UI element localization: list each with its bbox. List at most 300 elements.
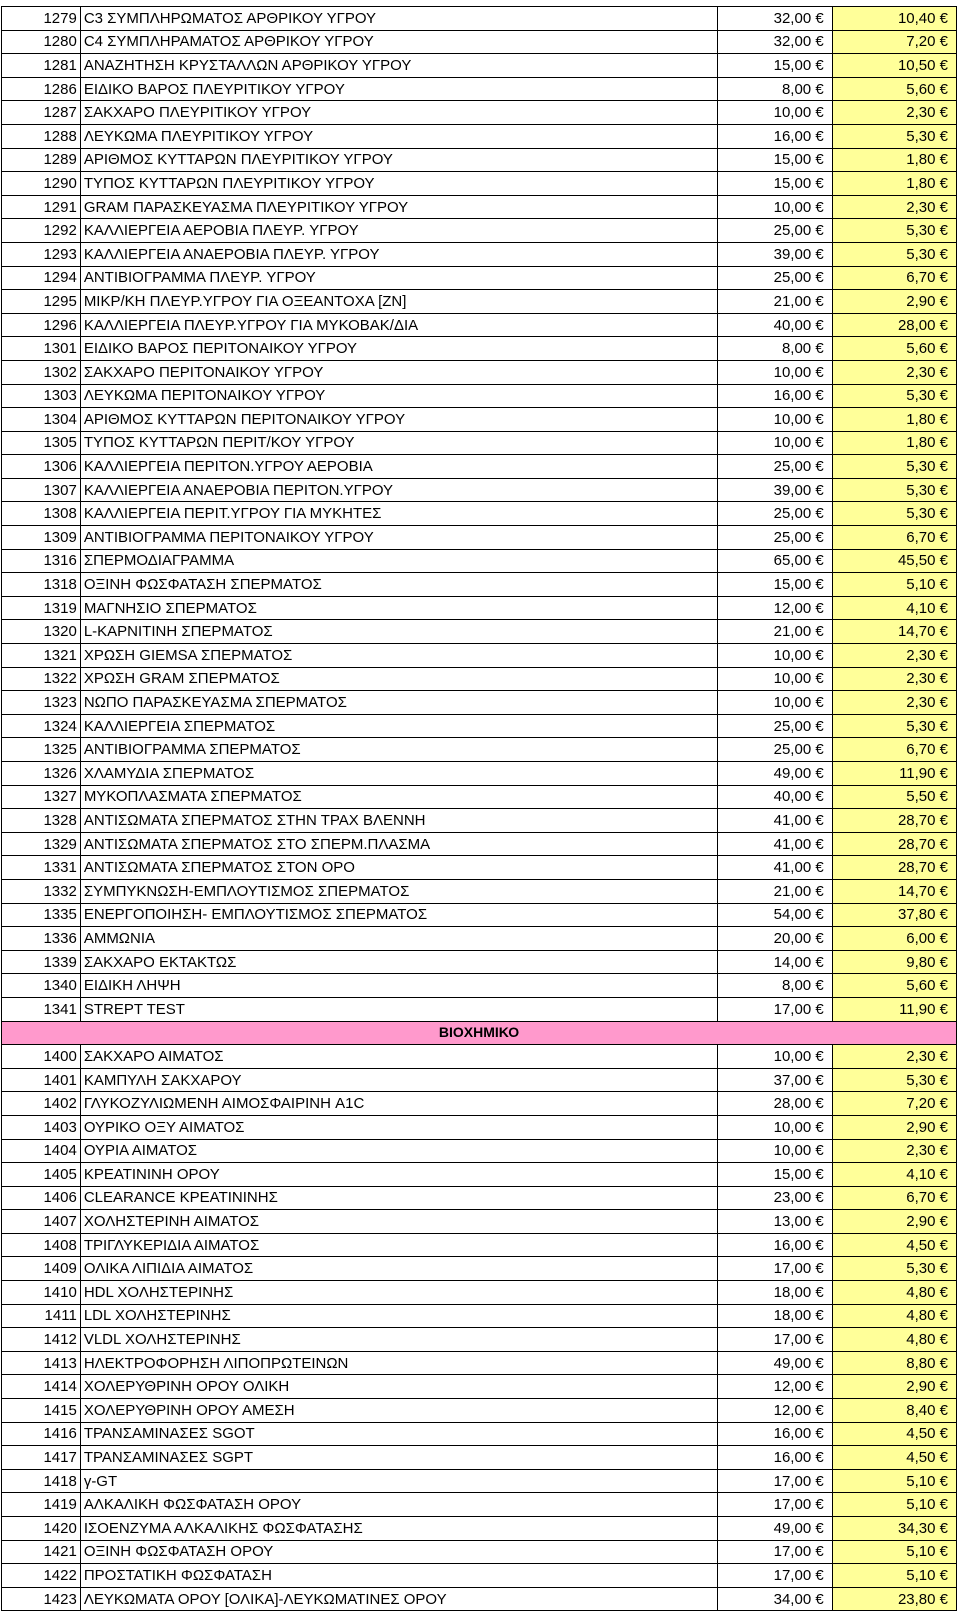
price-cell: 17,00 €: [718, 1493, 832, 1517]
price-cell: 32,00 €: [718, 30, 832, 54]
code-cell: 1320: [2, 620, 81, 644]
code-cell: 1287: [2, 101, 81, 125]
code-cell: 1408: [2, 1233, 81, 1257]
section-header-group: [2, 1021, 957, 1045]
discount-price-cell: 5,60 €: [832, 77, 956, 101]
price-list-sheet: [1, 6, 957, 1611]
price-cell: 16,00 €: [718, 124, 832, 148]
discount-price-cell: 8,40 €: [832, 1399, 956, 1423]
price-cell: 39,00 €: [718, 478, 832, 502]
discount-price-cell: 4,50 €: [832, 1446, 956, 1470]
price-cell: 12,00 €: [718, 596, 832, 620]
table-row: [2, 1587, 957, 1611]
price-cell: 40,00 €: [718, 313, 832, 337]
table-row: [2, 903, 957, 927]
price-cell: 21,00 €: [718, 879, 832, 903]
code-cell: 1327: [2, 785, 81, 809]
code-cell: 1332: [2, 879, 81, 903]
name-cell: ΚΑΜΠΥΛΗ ΣΑΚΧΑΡΟΥ: [80, 1068, 718, 1092]
table-row: [2, 1068, 957, 1092]
price-cell: 25,00 €: [718, 219, 832, 243]
price-cell: 65,00 €: [718, 549, 832, 573]
table-row: [2, 1446, 957, 1470]
table-row: [2, 1304, 957, 1328]
discount-price-cell: 2,30 €: [832, 1139, 956, 1163]
code-cell: 1305: [2, 431, 81, 455]
price-cell: 20,00 €: [718, 927, 832, 951]
discount-price-cell: 5,30 €: [832, 1068, 956, 1092]
code-cell: 1403: [2, 1115, 81, 1139]
price-cell: 10,00 €: [718, 1139, 832, 1163]
name-cell: ΜΙΚΡ/ΚΗ ΠΛΕΥΡ.ΥΓΡΟΥ ΓΙΑ ΟΞΕΑΝΤΟΧΑ [ΖΝ]: [80, 290, 718, 314]
table-row: [2, 1517, 957, 1541]
price-cell: 16,00 €: [718, 1422, 832, 1446]
code-cell: 1293: [2, 242, 81, 266]
discount-price-cell: 28,70 €: [832, 832, 956, 856]
price-cell: 16,00 €: [718, 384, 832, 408]
code-cell: 1316: [2, 549, 81, 573]
discount-price-cell: 5,10 €: [832, 573, 956, 597]
name-cell: ΚΑΛΛΙΕΡΓΕΙΑ ΑΝΑΕΡΟΒΙΑ ΠΛΕΥΡ. ΥΓΡΟΥ: [80, 242, 718, 266]
price-cell: 17,00 €: [718, 1257, 832, 1281]
price-cell: 15,00 €: [718, 54, 832, 78]
price-cell: 32,00 €: [718, 7, 832, 31]
table-row: [2, 1257, 957, 1281]
code-cell: 1413: [2, 1351, 81, 1375]
name-cell: γ-GT: [80, 1469, 718, 1493]
code-cell: 1279: [2, 7, 81, 31]
discount-price-cell: 5,60 €: [832, 337, 956, 361]
table-row: [2, 620, 957, 644]
table-row: [2, 691, 957, 715]
code-cell: 1302: [2, 360, 81, 384]
price-cell: 18,00 €: [718, 1304, 832, 1328]
code-cell: 1288: [2, 124, 81, 148]
code-cell: 1280: [2, 30, 81, 54]
table-row: [2, 785, 957, 809]
discount-price-cell: 7,20 €: [832, 30, 956, 54]
name-cell: CLEARANCE ΚΡΕΑΤΙΝΙΝΗΣ: [80, 1186, 718, 1210]
name-cell: ΧΡΩΣΗ GRAM ΣΠΕΡΜΑΤΟΣ: [80, 667, 718, 691]
name-cell: L-ΚΑΡΝΙΤΙΝΗ ΣΠΕΡΜΑΤΟΣ: [80, 620, 718, 644]
table-row: [2, 242, 957, 266]
table-row: [2, 408, 957, 432]
table-row: [2, 762, 957, 786]
table-row: [2, 478, 957, 502]
price-cell: 15,00 €: [718, 1163, 832, 1187]
code-cell: 1401: [2, 1068, 81, 1092]
discount-price-cell: 5,10 €: [832, 1469, 956, 1493]
code-cell: 1319: [2, 596, 81, 620]
discount-price-cell: 10,40 €: [832, 7, 956, 31]
table-row: [2, 455, 957, 479]
table-row: [2, 856, 957, 880]
table-row: [2, 974, 957, 998]
discount-price-cell: 2,30 €: [832, 360, 956, 384]
name-cell: VLDL ΧΟΛΗΣΤΕΡΙΝΗΣ: [80, 1328, 718, 1352]
code-cell: 1406: [2, 1186, 81, 1210]
table-row: [2, 1399, 957, 1423]
name-cell: ΑΝΤΙΒΙΟΓΡΑΜΜΑ ΠΛΕΥΡ. ΥΓΡΟΥ: [80, 266, 718, 290]
discount-price-cell: 6,70 €: [832, 738, 956, 762]
code-cell: 1328: [2, 809, 81, 833]
table-row: [2, 927, 957, 951]
table-row: [2, 502, 957, 526]
price-cell: 23,00 €: [718, 1186, 832, 1210]
table-row: [2, 714, 957, 738]
price-cell: 16,00 €: [718, 1446, 832, 1470]
name-cell: ΓΛΥΚΟΖΥΛΙΩΜΕΝΗ ΑΙΜΟΣΦΑΙΡΙΝΗ A1C: [80, 1092, 718, 1116]
table-row: [2, 997, 957, 1021]
code-cell: 1321: [2, 644, 81, 668]
discount-price-cell: 4,10 €: [832, 596, 956, 620]
code-cell: 1420: [2, 1517, 81, 1541]
table-row: [2, 667, 957, 691]
discount-price-cell: 2,90 €: [832, 290, 956, 314]
code-cell: 1407: [2, 1210, 81, 1234]
code-cell: 1414: [2, 1375, 81, 1399]
table-row: [2, 1328, 957, 1352]
name-cell: ΤΡΑΝΣΑΜΙΝΑΣΕΣ SGPT: [80, 1446, 718, 1470]
code-cell: 1422: [2, 1564, 81, 1588]
code-cell: 1405: [2, 1163, 81, 1187]
name-cell: LDL ΧΟΛΗΣΤΕΡΙΝΗΣ: [80, 1304, 718, 1328]
table-row: [2, 54, 957, 78]
price-cell: 25,00 €: [718, 266, 832, 290]
section-title: ΒΙΟΧΗΜΙΚΟ: [2, 1021, 957, 1045]
name-cell: ΟΥΡΙΑ ΑΙΜΑΤΟΣ: [80, 1139, 718, 1163]
discount-price-cell: 4,80 €: [832, 1304, 956, 1328]
table-row: [2, 195, 957, 219]
code-cell: 1325: [2, 738, 81, 762]
code-cell: 1421: [2, 1540, 81, 1564]
table-row: [2, 1045, 957, 1069]
price-cell: 41,00 €: [718, 832, 832, 856]
name-cell: ΟΛΙΚΑ ΛΙΠΙΔΙΑ ΑΙΜΑΤΟΣ: [80, 1257, 718, 1281]
code-cell: 1340: [2, 974, 81, 998]
discount-price-cell: 11,90 €: [832, 762, 956, 786]
discount-price-cell: 4,50 €: [832, 1233, 956, 1257]
price-cell: 25,00 €: [718, 502, 832, 526]
code-cell: 1416: [2, 1422, 81, 1446]
name-cell: ΚΑΛΛΙΕΡΓΕΙΑ ΑΕΡΟΒΙΑ ΠΛΕΥΡ. ΥΓΡΟΥ: [80, 219, 718, 243]
price-cell: 18,00 €: [718, 1281, 832, 1305]
price-cell: 10,00 €: [718, 1045, 832, 1069]
code-cell: 1294: [2, 266, 81, 290]
discount-price-cell: 5,30 €: [832, 455, 956, 479]
discount-price-cell: 5,30 €: [832, 714, 956, 738]
name-cell: ΣΑΚΧΑΡΟ ΕΚΤΑΚΤΩΣ: [80, 950, 718, 974]
name-cell: ΤΡΑΝΣΑΜΙΝΑΣΕΣ SGOT: [80, 1422, 718, 1446]
name-cell: ΕΙΔΙΚΟ ΒΑΡΟΣ ΠΕΡΙΤΟΝΑΙΚΟΥ ΥΓΡΟΥ: [80, 337, 718, 361]
code-cell: 1281: [2, 54, 81, 78]
name-cell: ΣΑΚΧΑΡΟ ΑΙΜΑΤΟΣ: [80, 1045, 718, 1069]
code-cell: 1409: [2, 1257, 81, 1281]
code-cell: 1335: [2, 903, 81, 927]
price-cell: 10,00 €: [718, 408, 832, 432]
code-cell: 1415: [2, 1399, 81, 1423]
table-row: [2, 360, 957, 384]
price-cell: 12,00 €: [718, 1375, 832, 1399]
discount-price-cell: 28,70 €: [832, 809, 956, 833]
price-cell: 41,00 €: [718, 809, 832, 833]
name-cell: STREPT TEST: [80, 997, 718, 1021]
name-cell: ΚΑΛΛΙΕΡΓΕΙΑ ΑΝΑΕΡΟΒΙΑ ΠΕΡΙΤΟΝ.ΥΓΡΟΥ: [80, 478, 718, 502]
discount-price-cell: 28,00 €: [832, 313, 956, 337]
table-row: [2, 596, 957, 620]
code-cell: 1400: [2, 1045, 81, 1069]
price-cell: 49,00 €: [718, 762, 832, 786]
price-cell: 17,00 €: [718, 1469, 832, 1493]
table-row: [2, 1281, 957, 1305]
price-cell: 39,00 €: [718, 242, 832, 266]
discount-price-cell: 28,70 €: [832, 856, 956, 880]
discount-price-cell: 6,70 €: [832, 266, 956, 290]
price-cell: 25,00 €: [718, 455, 832, 479]
name-cell: ΟΥΡΙΚΟ ΟΞΥ ΑΙΜΑΤΟΣ: [80, 1115, 718, 1139]
name-cell: ΤΡΙΓΛΥΚΕΡΙΔΙΑ ΑΙΜΑΤΟΣ: [80, 1233, 718, 1257]
name-cell: ΟΞΙΝΗ ΦΩΣΦΑΤΑΣΗ ΣΠΕΡΜΑΤΟΣ: [80, 573, 718, 597]
table-row: [2, 809, 957, 833]
name-cell: HDL ΧΟΛΗΣΤΕΡΙΝΗΣ: [80, 1281, 718, 1305]
name-cell: ΑΛΚΑΛΙΚΗ ΦΩΣΦΑΤΑΣΗ ΟΡΟΥ: [80, 1493, 718, 1517]
discount-price-cell: 10,50 €: [832, 54, 956, 78]
discount-price-cell: 45,50 €: [832, 549, 956, 573]
code-cell: 1411: [2, 1304, 81, 1328]
table-body-lower: [2, 1045, 957, 1611]
price-cell: 21,00 €: [718, 620, 832, 644]
name-cell: C3 ΣΥΜΠΛΗΡΩΜΑΤΟΣ ΑΡΘΡΙΚΟΥ ΥΓΡΟΥ: [80, 7, 718, 31]
code-cell: 1318: [2, 573, 81, 597]
discount-price-cell: 4,10 €: [832, 1163, 956, 1187]
discount-price-cell: 5,30 €: [832, 219, 956, 243]
name-cell: ΚΑΛΛΙΕΡΓΕΙΑ ΠΕΡΙΤ.ΥΓΡΟΥ ΓΙΑ ΜΥΚΗΤΕΣ: [80, 502, 718, 526]
table-row: [2, 1092, 957, 1116]
code-cell: 1331: [2, 856, 81, 880]
name-cell: ΚΡΕΑΤΙΝΙΝΗ ΟΡΟΥ: [80, 1163, 718, 1187]
discount-price-cell: 5,50 €: [832, 785, 956, 809]
discount-price-cell: 2,30 €: [832, 691, 956, 715]
table-row: [2, 1186, 957, 1210]
code-cell: 1304: [2, 408, 81, 432]
price-cell: 10,00 €: [718, 195, 832, 219]
price-cell: 14,00 €: [718, 950, 832, 974]
discount-price-cell: 5,30 €: [832, 1257, 956, 1281]
price-cell: 10,00 €: [718, 360, 832, 384]
code-cell: 1339: [2, 950, 81, 974]
name-cell: ΕΙΔΙΚΗ ΛΗΨΗ: [80, 974, 718, 998]
table-row: [2, 30, 957, 54]
name-cell: ΠΡΟΣΤΑΤΙΚΗ ΦΩΣΦΑΤΑΣΗ: [80, 1564, 718, 1588]
code-cell: 1423: [2, 1587, 81, 1611]
price-cell: 15,00 €: [718, 172, 832, 196]
name-cell: ΚΑΛΛΙΕΡΓΕΙΑ ΣΠΕΡΜΑΤΟΣ: [80, 714, 718, 738]
code-cell: 1309: [2, 526, 81, 550]
code-cell: 1418: [2, 1469, 81, 1493]
price-cell: 10,00 €: [718, 644, 832, 668]
name-cell: ΑΜΜΩΝΙΑ: [80, 927, 718, 951]
discount-price-cell: 34,30 €: [832, 1517, 956, 1541]
table-row: [2, 573, 957, 597]
name-cell: ΕΝΕΡΓΟΠΟΙΗΣΗ- ΕΜΠΛΟΥΤΙΣΜΟΣ ΣΠΕΡΜΑΤΟΣ: [80, 903, 718, 927]
code-cell: 1324: [2, 714, 81, 738]
table-row: [2, 384, 957, 408]
name-cell: ΜΑΓΝΗΣΙΟ ΣΠΕΡΜΑΤΟΣ: [80, 596, 718, 620]
table-row: [2, 1139, 957, 1163]
code-cell: 1291: [2, 195, 81, 219]
code-cell: 1308: [2, 502, 81, 526]
price-cell: 8,00 €: [718, 77, 832, 101]
name-cell: ΛΕΥΚΩΜΑΤΑ ΟΡΟΥ [ΟΛΙΚΑ]-ΛΕΥΚΩΜΑΤΙΝΕΣ ΟΡΟΥ: [80, 1587, 718, 1611]
name-cell: ΑΝΤΙΣΩΜΑΤΑ ΣΠΕΡΜΑΤΟΣ ΣΤΟΝ ΟΡΟ: [80, 856, 718, 880]
discount-price-cell: 2,30 €: [832, 644, 956, 668]
price-cell: 10,00 €: [718, 691, 832, 715]
price-cell: 15,00 €: [718, 573, 832, 597]
table-row: [2, 832, 957, 856]
code-cell: 1417: [2, 1446, 81, 1470]
name-cell: ΑΝΤΙΒΙΟΓΡΑΜΜΑ ΠΕΡΙΤΟΝΑΙΚΟΥ ΥΓΡΟΥ: [80, 526, 718, 550]
name-cell: ΑΡΙΘΜΟΣ ΚΥΤΤΑΡΩΝ ΠΛΕΥΡΙΤΙΚΟΥ ΥΓΡΟΥ: [80, 148, 718, 172]
name-cell: ΣΑΚΧΑΡΟ ΠΕΡΙΤΟΝΑΙΚΟΥ ΥΓΡΟΥ: [80, 360, 718, 384]
price-cell: 25,00 €: [718, 738, 832, 762]
name-cell: ΣΥΜΠΥΚΝΩΣΗ-ΕΜΠΛΟΥΤΙΣΜΟΣ ΣΠΕΡΜΑΤΟΣ: [80, 879, 718, 903]
code-cell: 1295: [2, 290, 81, 314]
code-cell: 1322: [2, 667, 81, 691]
name-cell: ΙΣΟΕΝΖΥΜΑ ΑΛΚΑΛΙΚΗΣ ΦΩΣΦΑΤΑΣΗΣ: [80, 1517, 718, 1541]
discount-price-cell: 1,80 €: [832, 172, 956, 196]
code-cell: 1296: [2, 313, 81, 337]
discount-price-cell: 6,00 €: [832, 927, 956, 951]
price-cell: 10,00 €: [718, 1115, 832, 1139]
name-cell: ΧΟΛΗΣΤΕΡΙΝΗ ΑΙΜΑΤΟΣ: [80, 1210, 718, 1234]
price-cell: 10,00 €: [718, 101, 832, 125]
name-cell: ΜΥΚΟΠΛΑΣΜΑΤΑ ΣΠΕΡΜΑΤΟΣ: [80, 785, 718, 809]
discount-price-cell: 14,70 €: [832, 620, 956, 644]
code-cell: 1303: [2, 384, 81, 408]
discount-price-cell: 11,90 €: [832, 997, 956, 1021]
discount-price-cell: 5,30 €: [832, 242, 956, 266]
price-cell: 34,00 €: [718, 1587, 832, 1611]
price-cell: 25,00 €: [718, 714, 832, 738]
price-cell: 16,00 €: [718, 1233, 832, 1257]
price-cell: 17,00 €: [718, 997, 832, 1021]
discount-price-cell: 1,80 €: [832, 148, 956, 172]
table-row: [2, 431, 957, 455]
name-cell: ΑΝΤΙΣΩΜΑΤΑ ΣΠΕΡΜΑΤΟΣ ΣΤΗΝ ΤΡΑΧ ΒΛΕΝΝΗ: [80, 809, 718, 833]
table-row: [2, 1564, 957, 1588]
discount-price-cell: 5,10 €: [832, 1493, 956, 1517]
name-cell: ΧΛΑΜΥΔΙΑ ΣΠΕΡΜΑΤΟΣ: [80, 762, 718, 786]
name-cell: ΝΩΠΟ ΠΑΡΑΣΚΕΥΑΣΜΑ ΣΠΕΡΜΑΤΟΣ: [80, 691, 718, 715]
price-cell: 25,00 €: [718, 526, 832, 550]
code-cell: 1307: [2, 478, 81, 502]
code-cell: 1301: [2, 337, 81, 361]
discount-price-cell: 37,80 €: [832, 903, 956, 927]
name-cell: ΧΟΛΕΡΥΘΡΙΝΗ ΟΡΟΥ ΑΜΕΣΗ: [80, 1399, 718, 1423]
price-cell: 10,00 €: [718, 431, 832, 455]
name-cell: ΚΑΛΛΙΕΡΓΕΙΑ ΠΛΕΥΡ.ΥΓΡΟΥ ΓΙΑ ΜΥΚΟΒΑΚ/ΔΙΑ: [80, 313, 718, 337]
table-row: [2, 313, 957, 337]
discount-price-cell: 5,30 €: [832, 124, 956, 148]
table-row: [2, 77, 957, 101]
discount-price-cell: 2,30 €: [832, 1045, 956, 1069]
discount-price-cell: 2,90 €: [832, 1115, 956, 1139]
table-row: [2, 738, 957, 762]
discount-price-cell: 2,90 €: [832, 1375, 956, 1399]
name-cell: ΤΥΠΟΣ ΚΥΤΤΑΡΩΝ ΠΛΕΥΡΙΤΙΚΟΥ ΥΓΡΟΥ: [80, 172, 718, 196]
discount-price-cell: 4,50 €: [832, 1422, 956, 1446]
discount-price-cell: 14,70 €: [832, 879, 956, 903]
discount-price-cell: 7,20 €: [832, 1092, 956, 1116]
discount-price-cell: 2,90 €: [832, 1210, 956, 1234]
name-cell: ΗΛΕΚΤΡΟΦΟΡΗΣΗ ΛΙΠΟΠΡΩΤΕΙΝΩΝ: [80, 1351, 718, 1375]
code-cell: 1341: [2, 997, 81, 1021]
price-cell: 15,00 €: [718, 148, 832, 172]
table-body-upper: [2, 7, 957, 1022]
name-cell: ΑΝΤΙΒΙΟΓΡΑΜΜΑ ΣΠΕΡΜΑΤΟΣ: [80, 738, 718, 762]
code-cell: 1402: [2, 1092, 81, 1116]
discount-price-cell: 2,30 €: [832, 195, 956, 219]
table-row: [2, 1540, 957, 1564]
code-cell: 1336: [2, 927, 81, 951]
code-cell: 1286: [2, 77, 81, 101]
price-cell: 8,00 €: [718, 337, 832, 361]
code-cell: 1306: [2, 455, 81, 479]
table-row: [2, 1351, 957, 1375]
price-cell: 13,00 €: [718, 1210, 832, 1234]
table-row: [2, 1210, 957, 1234]
discount-price-cell: 4,80 €: [832, 1281, 956, 1305]
price-cell: 17,00 €: [718, 1564, 832, 1588]
name-cell: C4 ΣΥΜΠΛΗΡΑΜΑΤΟΣ ΑΡΘΡΙΚΟΥ ΥΓΡΟΥ: [80, 30, 718, 54]
discount-price-cell: 5,30 €: [832, 478, 956, 502]
name-cell: ΚΑΛΛΙΕΡΓΕΙΑ ΠΕΡΙΤΟΝ.ΥΓΡΟΥ ΑΕΡΟΒΙΑ: [80, 455, 718, 479]
table-row: [2, 1469, 957, 1493]
discount-price-cell: 6,70 €: [832, 526, 956, 550]
price-cell: 40,00 €: [718, 785, 832, 809]
table-row: [2, 290, 957, 314]
discount-price-cell: 9,80 €: [832, 950, 956, 974]
table-row: [2, 7, 957, 31]
table-row: [2, 1163, 957, 1187]
name-cell: ΧΡΩΣΗ GIEMSA ΣΠΕΡΜΑΤΟΣ: [80, 644, 718, 668]
code-cell: 1329: [2, 832, 81, 856]
table-row: [2, 172, 957, 196]
price-cell: 49,00 €: [718, 1351, 832, 1375]
code-cell: 1412: [2, 1328, 81, 1352]
table-row: [2, 266, 957, 290]
price-cell: 12,00 €: [718, 1399, 832, 1423]
table-row: [2, 644, 957, 668]
price-cell: 8,00 €: [718, 974, 832, 998]
discount-price-cell: 5,30 €: [832, 384, 956, 408]
price-cell: 10,00 €: [718, 667, 832, 691]
price-cell: 21,00 €: [718, 290, 832, 314]
code-cell: 1290: [2, 172, 81, 196]
name-cell: ΛΕΥΚΩΜΑ ΠΛΕΥΡΙΤΙΚΟΥ ΥΓΡΟΥ: [80, 124, 718, 148]
name-cell: ΑΝΤΙΣΩΜΑΤΑ ΣΠΕΡΜΑΤΟΣ ΣΤΟ ΣΠΕΡΜ.ΠΛΑΣΜΑ: [80, 832, 718, 856]
price-cell: 17,00 €: [718, 1540, 832, 1564]
discount-price-cell: 23,80 €: [832, 1587, 956, 1611]
name-cell: GRAM ΠΑΡΑΣΚΕΥΑΣΜΑ ΠΛΕΥΡΙΤΙΚΟΥ ΥΓΡΟΥ: [80, 195, 718, 219]
discount-price-cell: 5,10 €: [832, 1564, 956, 1588]
discount-price-cell: 5,60 €: [832, 974, 956, 998]
discount-price-cell: 5,10 €: [832, 1540, 956, 1564]
table-row: [2, 1422, 957, 1446]
table-row: [2, 549, 957, 573]
table-row: [2, 1375, 957, 1399]
table-row: [2, 879, 957, 903]
